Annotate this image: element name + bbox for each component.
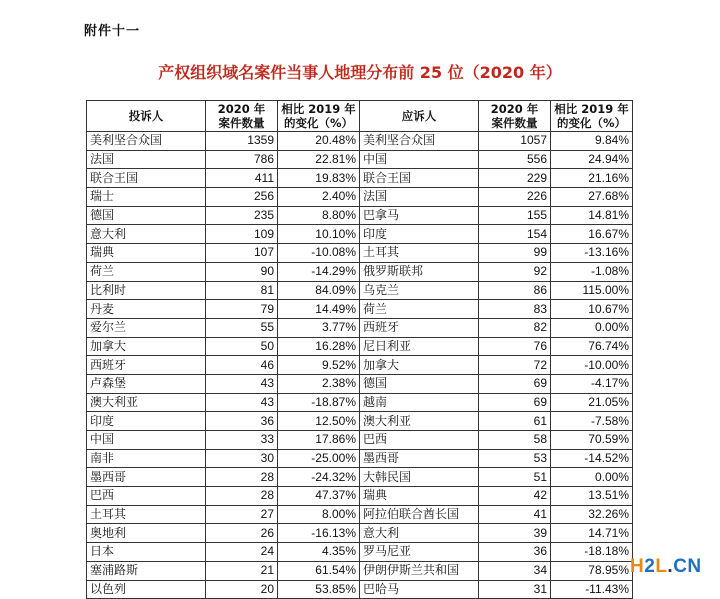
complainant-change-cell: -10.08% [278,244,360,263]
complainant-cell: 巴西 [87,487,206,506]
respondent-change-cell: -11.43% [551,580,633,599]
respondent-count-cell: 69 [479,374,551,393]
complainant-count-cell: 235 [206,206,278,225]
complainant-cell: 以色列 [87,580,206,599]
table-row [87,468,633,487]
respondent-count-cell: 61 [479,412,551,431]
respondent-cell: 联合王国 [360,169,479,188]
complainant-cell: 美利坚合众国 [87,132,206,151]
respondent-count-cell: 83 [479,300,551,319]
complainant-cell: 法国 [87,150,206,169]
complainant-change-cell: 53.85% [278,580,360,599]
respondent-change-cell: 76.74% [551,337,633,356]
complainant-change-cell: 4.35% [278,543,360,562]
complainant-count-cell: 46 [206,356,278,375]
respondent-change-cell: 78.95% [551,561,633,580]
table-row [87,169,633,188]
respondent-count-cell: 82 [479,318,551,337]
complainant-change-cell: 2.40% [278,188,360,207]
complainant-count-cell: 21 [206,561,278,580]
case-distribution-table [86,100,633,599]
complainant-count-cell: 43 [206,374,278,393]
respondent-cell: 越南 [360,393,479,412]
respondent-count-cell: 31 [479,580,551,599]
complainant-change-cell: 12.50% [278,412,360,431]
table-body [87,132,633,599]
complainant-change-cell: 9.52% [278,356,360,375]
complainant-change-cell: -14.29% [278,262,360,281]
respondent-cell: 伊朗伊斯兰共和国 [360,561,479,580]
respondent-cell: 荷兰 [360,300,479,319]
respondent-count-cell: 86 [479,281,551,300]
respondent-change-cell: 115.00% [551,281,633,300]
respondent-cell: 乌克兰 [360,281,479,300]
complainant-change-cell: 20.48% [278,132,360,151]
respondent-count-cell: 556 [479,150,551,169]
respondent-count-cell: 51 [479,468,551,487]
complainant-count-cell: 109 [206,225,278,244]
complainant-change-cell: 3.77% [278,318,360,337]
complainant-change-cell: 61.54% [278,561,360,580]
respondent-change-cell: 70.59% [551,431,633,450]
respondent-cell: 瑞典 [360,487,479,506]
complainant-count-cell: 50 [206,337,278,356]
respondent-change-cell: 24.94% [551,150,633,169]
header-respondent-count: 2020 年 案件数量 [479,101,551,132]
complainant-count-cell: 30 [206,449,278,468]
complainant-count-cell: 36 [206,412,278,431]
complainant-cell: 荷兰 [87,262,206,281]
complainant-change-cell: -18.87% [278,393,360,412]
table-row [87,561,633,580]
respondent-change-cell: -10.00% [551,356,633,375]
table-row [87,188,633,207]
table-row [87,225,633,244]
complainant-count-cell: 33 [206,431,278,450]
respondent-change-cell: 21.16% [551,169,633,188]
respondent-count-cell: 92 [479,262,551,281]
respondent-count-cell: 42 [479,487,551,506]
header-complainant-change: 相比 2019 年 的变化（%） [278,101,360,132]
respondent-cell: 加拿大 [360,356,479,375]
complainant-cell: 塞浦路斯 [87,561,206,580]
complainant-count-cell: 1359 [206,132,278,151]
complainant-count-cell: 28 [206,487,278,506]
table-row [87,262,633,281]
complainant-change-cell: 16.28% [278,337,360,356]
complainant-cell: 瑞典 [87,244,206,263]
complainant-cell: 瑞士 [87,188,206,207]
respondent-cell: 澳大利亚 [360,412,479,431]
complainant-count-cell: 411 [206,169,278,188]
table-row [87,206,633,225]
respondent-cell: 印度 [360,225,479,244]
respondent-count-cell: 36 [479,543,551,562]
table-row [87,374,633,393]
respondent-count-cell: 226 [479,188,551,207]
complainant-cell: 中国 [87,431,206,450]
respondent-change-cell: 10.67% [551,300,633,319]
watermark-cn: CN [673,556,702,577]
complainant-count-cell: 20 [206,580,278,599]
complainant-change-cell: 14.49% [278,300,360,319]
respondent-cell: 大韩民国 [360,468,479,487]
complainant-change-cell: 47.37% [278,487,360,506]
table-row [87,318,633,337]
complainant-change-cell: -16.13% [278,524,360,543]
respondent-count-cell: 1057 [479,132,551,151]
respondent-cell: 法国 [360,188,479,207]
watermark-letter-l: L [655,556,668,577]
respondent-change-cell: -13.16% [551,244,633,263]
respondent-cell: 俄罗斯联邦 [360,262,479,281]
complainant-cell: 丹麦 [87,300,206,319]
complainant-cell: 印度 [87,412,206,431]
respondent-change-cell: 0.00% [551,468,633,487]
respondent-change-cell: 14.81% [551,206,633,225]
complainant-cell: 联合王国 [87,169,206,188]
header-respondent: 应诉人 [360,101,479,132]
complainant-cell: 比利时 [87,281,206,300]
respondent-change-cell: 9.84% [551,132,633,151]
complainant-count-cell: 256 [206,188,278,207]
respondent-change-cell: -18.18% [551,543,633,562]
complainant-cell: 西班牙 [87,356,206,375]
respondent-count-cell: 154 [479,225,551,244]
complainant-change-cell: 19.83% [278,169,360,188]
complainant-cell: 意大利 [87,225,206,244]
complainant-change-cell: -24.32% [278,468,360,487]
complainant-cell: 土耳其 [87,505,206,524]
respondent-change-cell: -7.58% [551,412,633,431]
table-row [87,300,633,319]
complainant-cell: 南非 [87,449,206,468]
respondent-cell: 巴拿马 [360,206,479,225]
complainant-cell: 卢森堡 [87,374,206,393]
respondent-count-cell: 72 [479,356,551,375]
respondent-cell: 罗马尼亚 [360,543,479,562]
table-row [87,543,633,562]
table-row [87,505,633,524]
complainant-count-cell: 107 [206,244,278,263]
respondent-change-cell: 32.26% [551,505,633,524]
complainant-count-cell: 90 [206,262,278,281]
table-row [87,244,633,263]
watermark-digit-2: 2 [644,556,656,577]
respondent-cell: 土耳其 [360,244,479,263]
respondent-count-cell: 76 [479,337,551,356]
respondent-count-cell: 41 [479,505,551,524]
watermark-dot: . [667,556,674,577]
table-row [87,281,633,300]
respondent-cell: 巴哈马 [360,580,479,599]
respondent-change-cell: 21.05% [551,393,633,412]
respondent-change-cell: 13.51% [551,487,633,506]
table-row [87,132,633,151]
respondent-cell: 墨西哥 [360,449,479,468]
complainant-cell: 爱尔兰 [87,318,206,337]
respondent-count-cell: 155 [479,206,551,225]
complainant-cell: 澳大利亚 [87,393,206,412]
table-row [87,580,633,599]
respondent-cell: 美利坚合众国 [360,132,479,151]
complainant-change-cell: 22.81% [278,150,360,169]
complainant-change-cell: 84.09% [278,281,360,300]
table-row [87,356,633,375]
header-complainant-count: 2020 年 案件数量 [206,101,278,132]
respondent-change-cell: 14.71% [551,524,633,543]
complainant-cell: 德国 [87,206,206,225]
respondent-cell: 中国 [360,150,479,169]
respondent-change-cell: -14.52% [551,449,633,468]
respondent-count-cell: 99 [479,244,551,263]
table-row [87,393,633,412]
respondent-count-cell: 58 [479,431,551,450]
complainant-count-cell: 27 [206,505,278,524]
respondent-cell: 西班牙 [360,318,479,337]
table-row [87,431,633,450]
complainant-change-cell: 17.86% [278,431,360,450]
respondent-change-cell: 0.00% [551,318,633,337]
complainant-count-cell: 79 [206,300,278,319]
complainant-cell: 墨西哥 [87,468,206,487]
header-respondent-change: 相比 2019 年 的变化（%） [551,101,633,132]
complainant-cell: 加拿大 [87,337,206,356]
respondent-cell: 巴西 [360,431,479,450]
respondent-count-cell: 69 [479,393,551,412]
complainant-count-cell: 24 [206,543,278,562]
table-row [87,337,633,356]
site-watermark-logo [630,556,702,578]
complainant-count-cell: 81 [206,281,278,300]
respondent-count-cell: 39 [479,524,551,543]
respondent-change-cell: 16.67% [551,225,633,244]
complainant-count-cell: 43 [206,393,278,412]
respondent-change-cell: -1.08% [551,262,633,281]
watermark-letter-h: H [630,556,645,577]
complainant-change-cell: 8.80% [278,206,360,225]
complainant-count-cell: 28 [206,468,278,487]
respondent-cell: 阿拉伯联合酋长国 [360,505,479,524]
respondent-count-cell: 53 [479,449,551,468]
complainant-change-cell: 8.00% [278,505,360,524]
header-complainant: 投诉人 [87,101,206,132]
table-row [87,487,633,506]
respondent-count-cell: 34 [479,561,551,580]
complainant-count-cell: 786 [206,150,278,169]
complainant-cell: 日本 [87,543,206,562]
table-row [87,412,633,431]
complainant-change-cell: 2.38% [278,374,360,393]
table-header-row [87,101,633,132]
table-row [87,524,633,543]
attachment-label: 附件十一 [84,24,141,39]
complainant-cell: 奥地利 [87,524,206,543]
complainant-change-cell: 10.10% [278,225,360,244]
respondent-cell: 尼日利亚 [360,337,479,356]
respondent-cell: 德国 [360,374,479,393]
complainant-count-cell: 26 [206,524,278,543]
table-row [87,449,633,468]
complainant-change-cell: -25.00% [278,449,360,468]
table-row [87,150,633,169]
complainant-count-cell: 55 [206,318,278,337]
page-title: 产权组织域名案件当事人地理分布前 25 位（2020 年） [158,63,562,82]
respondent-cell: 意大利 [360,524,479,543]
respondent-change-cell: 27.68% [551,188,633,207]
respondent-change-cell: -4.17% [551,374,633,393]
respondent-count-cell: 229 [479,169,551,188]
